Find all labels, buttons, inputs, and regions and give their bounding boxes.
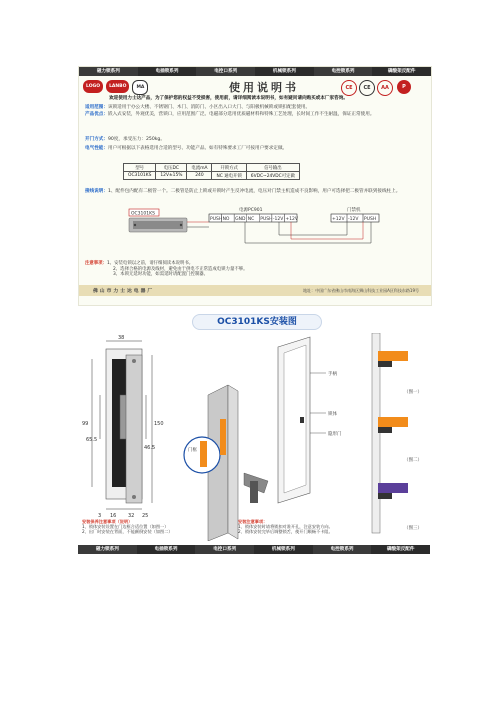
spec-cell: 240 [187,172,212,180]
terminal-label: PUSH [210,217,223,222]
spec-cell: OC3101KS [124,172,156,180]
install-sheet [78,313,430,555]
quality-seal-icon: AA [377,80,393,96]
spec-cell: 12V±15% [156,172,187,180]
scope-row [85,105,425,111]
field-key: 开门方式： [85,137,108,142]
field-key: 电气性能： [85,146,108,151]
note-item: 1、安装电锁以之前，请仔细阅读本说明书。 [106,261,194,266]
footer-bar [79,285,431,296]
field-value: 该锁适用于办公大楼、不锈钢门、木门、消防门、小区出入口大门、与阳极机械锁或锁扣配套使用。 [107,105,311,110]
spec-cell: NC 通电开锁 [212,172,246,180]
dim-label: 150 [154,421,164,427]
band-item: 电控口系列 [196,67,255,76]
band-item: 电控锁系列 [314,67,373,76]
install-drawings [78,333,430,541]
band-item: 电控口系列 [195,545,254,554]
wiring-heading: 接线说明： [85,189,108,194]
caption-line: 1、锁体安装时请将锁扣对准开孔，注意安装方向。 [238,524,333,530]
caption-heading: 安装保养注意事项（说明） [82,519,133,524]
field-key: 产品优点： [85,112,108,117]
spec-cell: 6VDC~24VDC可定做 [246,172,299,180]
install-title: OC3101KS安装图 [192,314,322,330]
frame-label: 门框 [188,448,197,453]
lock-dimension-drawing [82,335,164,519]
band-item: 电插锁系列 [155,69,179,74]
screw-label: 隐形门 [328,432,342,437]
band-item: 电插锁系列 [154,547,178,552]
figure-label: （图三） [404,526,422,531]
ce-certification-icon: CE [359,80,375,96]
manual-title: 使用说明书 [229,81,299,94]
terminal-label: PUSH [260,217,273,222]
dim-label: 65.5 [86,437,98,443]
figure-label: （图一） [404,390,422,395]
patent-icon: P [397,80,411,94]
intro-text: 欢迎使用力士达产品，为了保护您的权益不受损害，使用前，请详细阅读本说明书，如有疑问请向购买或本厂家咨询。 [109,96,348,101]
brand-logos [83,80,148,95]
band-item: 机械锁系列 [271,547,295,552]
dim-label: 46.5 [144,445,156,451]
dim-label: 3 [98,513,102,519]
caption-heading: 安装注意事项： [238,519,268,524]
mounting-figures [372,333,422,533]
wiring-row [85,189,425,195]
brand-logo: LOGO [83,80,103,93]
field-key: 适用范围： [85,105,108,110]
dim-label: 99 [82,421,89,427]
company-name: 佛山市力士达电器厂 [93,289,155,294]
spec-header: 信号输出 [246,164,299,172]
dim-label: 38 [118,335,125,341]
band-item: 磷酸架反配件 [387,69,416,74]
band-item: 磷酸架反配件 [386,547,415,552]
caption-line: 2、出厂时安装在背面，不能颠倒安装（如图二） [82,529,173,535]
left-caption [82,519,222,535]
figure-label: （图二） [404,458,422,463]
terminal-label: -12V [272,217,284,222]
terminal-label: GND [235,217,246,222]
spec-header: 型号 [124,164,156,172]
terminal-label: NC [247,217,255,222]
door-label: 门禁机 [347,208,361,213]
notes-block [85,261,385,278]
note-item: 3、本锁无延时功能，如需延时请配置门控制器。 [113,272,208,278]
terminal-label: NO [222,217,230,222]
handle-label: 手柄 [328,372,337,377]
terminal-label: +12V [285,217,299,222]
brand-logo: MA [132,80,148,95]
field-value: 90度，承受压力：250kg。 [107,137,165,142]
wiring-text: 1、配件包内配有二极管一个。二极管是防止上锁或开锁时产生反冲电流，电压对门禁主机造成不良影响，用户可选择把二极管并联到接线柱上。 [107,189,401,194]
spec-header: 开锁方式 [212,164,246,172]
company-address: 地址：中国广东省佛山市南海区狮山科技工业园A区科技东路19号 [303,287,419,293]
bottom-category-band [78,545,430,554]
terminal-label: PUSH [364,217,377,222]
notes-heading: 注意事项： [85,261,107,266]
brand-logo: LANBO [106,80,129,93]
terminal-label: +12V [332,217,345,222]
field-value: 嵌入式安装，外观优美，营锁口，应用范围广泛。电磁部分选用优质磁材料和特殊工艺处理，长时间工作不生耐温，保证正常使用。 [107,112,375,117]
terminal-label: -12V [348,217,359,222]
power-label: 电源PC901 [239,208,263,213]
manual-sheet [78,66,432,306]
door-frame-drawing [184,385,268,541]
wiring-diagram [79,205,431,253]
advantage-row [85,112,385,118]
top-category-band [79,67,431,76]
door-drawing [278,337,342,503]
spec-table [123,163,300,180]
band-item: 磁力锁系列 [79,67,138,76]
band-item: 机械锁系列 [272,69,296,74]
spec-header: 电流mA [187,164,212,172]
spec-header: 电压DC [156,164,187,172]
field-value: 用户可根据以下表格选用合适的型号、功能产品。如有特殊要求工厂可按用户要求定做。 [107,146,288,151]
dim-label: 25 [142,513,149,519]
right-caption [238,519,428,535]
lock-body-label: 锁体 [328,412,337,417]
electrical-row [85,146,405,152]
dim-label: 16 [110,513,117,519]
note-item: 2、选择合格的电源及线材，避免由于供电不正常造成电锁力量不够。 [113,266,248,272]
band-item: 磁力锁系列 [78,545,137,554]
ce-certification-icon: CE [341,80,357,96]
caption-line: 2、锁体安装完毕后调整锁舌，使开门顺畅不卡阻。 [238,529,333,535]
model-tag: OC3101KS [131,211,155,217]
band-item: 电控锁系列 [313,545,372,554]
open-mode-row [85,137,385,143]
caption-line: 1、锁体安装设置在门边框合适位置（如图一） [82,524,169,530]
dim-label: 32 [128,513,135,519]
